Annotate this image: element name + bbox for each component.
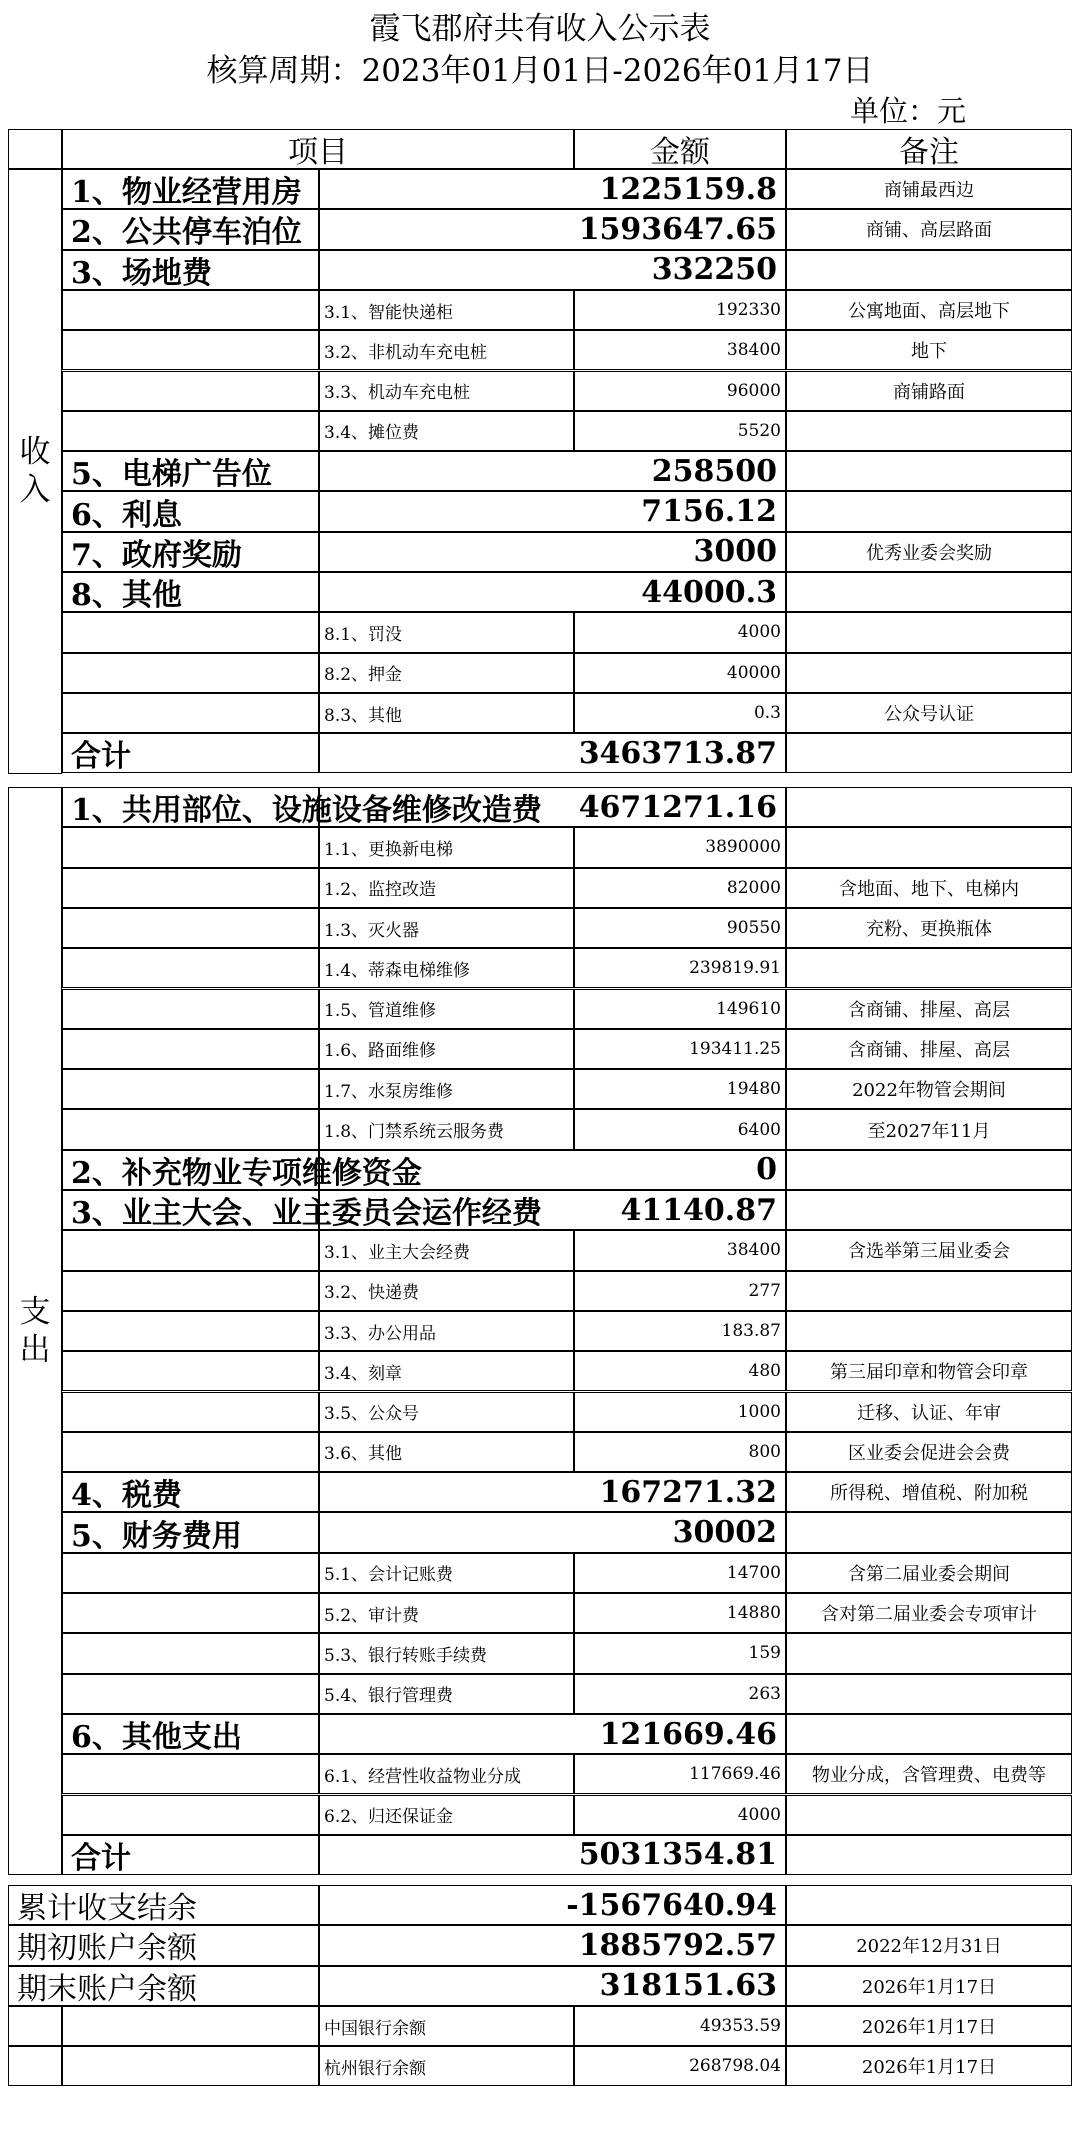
income-row-10-label: 8、其他 (62, 572, 319, 612)
income-row-12-label: 8.2、押金 (319, 653, 574, 693)
expense-row-2-blank (62, 868, 319, 908)
expense-row-6-amount: 193411.25 (574, 1029, 786, 1069)
income-row-5-note: 商铺路面 (786, 371, 1072, 411)
expense-row-11-blank (62, 1230, 319, 1270)
expense-row-24-label: 6.1、经营性收益物业分成 (319, 1754, 574, 1794)
expense-row-25-label: 6.2、归还保证金 (319, 1795, 574, 1835)
expense-row-8-label: 1.8、门禁系统云服务费 (319, 1109, 574, 1149)
expense-row-8-note: 至2027年11月 (786, 1109, 1072, 1149)
summary-row-1-label: 期初账户余额 (8, 1925, 319, 1965)
income-row-14-amount: 3463713.87 (319, 733, 786, 773)
expense-row-6-note: 含商铺、排屋、高层 (786, 1029, 1072, 1069)
income-row-7-amount: 258500 (319, 451, 786, 491)
expense-row-23-amount: 121669.46 (319, 1714, 786, 1754)
expense-row-16-label: 3.6、其他 (319, 1432, 574, 1472)
expense-row-11-amount: 38400 (574, 1230, 786, 1270)
expense-row-25-amount: 4000 (574, 1795, 786, 1835)
expense-row-5-amount: 149610 (574, 989, 786, 1029)
income-row-8-note (786, 491, 1072, 531)
income-row-11-note (786, 612, 1072, 652)
income-row-3-blank (62, 290, 319, 330)
expense-row-23-note (786, 1714, 1072, 1754)
expense-row-16-note: 区业委会促进会会费 (786, 1432, 1072, 1472)
expense-row-22-amount: 263 (574, 1674, 786, 1714)
expense-row-3-amount: 90550 (574, 908, 786, 948)
income-row-2-label: 3、场地费 (62, 250, 319, 290)
income-row-6-amount: 5520 (574, 411, 786, 451)
expense-row-13-blank (62, 1311, 319, 1351)
expense-row-21-label: 5.3、银行转账手续费 (319, 1633, 574, 1673)
summary-row-3-label: 中国银行余额 (319, 2006, 574, 2046)
income-row-1-note: 商铺、高层路面 (786, 209, 1072, 249)
income-row-3-label: 3.1、智能快递柜 (319, 290, 574, 330)
expense-row-3-note: 充粉、更换瓶体 (786, 908, 1072, 948)
expense-row-5-label: 1.5、管道维修 (319, 989, 574, 1029)
expense-row-22-label: 5.4、银行管理费 (319, 1674, 574, 1714)
expense-row-15-amount: 1000 (574, 1392, 786, 1432)
expense-row-18-amount: 30002 (319, 1512, 786, 1552)
income-row-4-label: 3.2、非机动车充电桩 (319, 330, 574, 370)
income-row-0-note: 商铺最西边 (786, 169, 1072, 209)
expense-row-10-note (786, 1190, 1072, 1230)
expense-row-1-note (786, 827, 1072, 867)
expense-row-5-note: 含商铺、排屋、高层 (786, 989, 1072, 1029)
income-row-5-blank (62, 371, 319, 411)
expense-row-21-amount: 159 (574, 1633, 786, 1673)
expense-row-15-label: 3.5、公众号 (319, 1392, 574, 1432)
income-row-9-amount: 3000 (319, 532, 786, 572)
expense-row-10-amount: 41140.87 (319, 1190, 786, 1230)
summary-row-1-amount: 1885792.57 (319, 1925, 786, 1965)
expense-row-22-blank (62, 1674, 319, 1714)
expense-row-14-label: 3.4、刻章 (319, 1351, 574, 1391)
expense-row-7-amount: 19480 (574, 1069, 786, 1109)
income-row-8-label: 6、利息 (62, 491, 319, 531)
expense-row-8-blank (62, 1109, 319, 1149)
income-row-9-note: 优秀业委会奖励 (786, 532, 1072, 572)
expense-row-8-amount: 6400 (574, 1109, 786, 1149)
income-side-label: 收入 (8, 169, 62, 774)
expense-row-3-blank (62, 908, 319, 948)
income-row-0-amount: 1225159.8 (319, 169, 786, 209)
header-item: 项目 (62, 129, 574, 169)
income-row-13-amount: 0.3 (574, 693, 786, 733)
summary-row-3-note: 2026年1月17日 (786, 2006, 1072, 2046)
expense-row-26-note (786, 1835, 1072, 1875)
expense-row-9-note (786, 1150, 1072, 1190)
expense-row-7-note: 2022年物管会期间 (786, 1069, 1072, 1109)
expense-row-5-blank (62, 989, 319, 1029)
header-corner (8, 129, 62, 169)
summary-row-2-note: 2026年1月17日 (786, 1966, 1072, 2006)
expense-row-4-amount: 239819.91 (574, 948, 786, 988)
income-row-14-note (786, 733, 1072, 773)
income-row-6-note (786, 411, 1072, 451)
income-row-10-amount: 44000.3 (319, 572, 786, 612)
expense-row-26-label: 合计 (62, 1835, 319, 1875)
expense-row-20-label: 5.2、审计费 (319, 1593, 574, 1633)
income-row-14-label: 合计 (62, 733, 319, 773)
expense-row-6-label: 1.6、路面维修 (319, 1029, 574, 1069)
expense-row-19-blank (62, 1553, 319, 1593)
expense-row-11-label: 3.1、业主大会经费 (319, 1230, 574, 1270)
expense-row-9-label: 2、补充物业专项维修资金 (62, 1150, 319, 1190)
expense-row-13-label: 3.3、办公用品 (319, 1311, 574, 1351)
expense-row-19-amount: 14700 (574, 1553, 786, 1593)
summary-row-3-amount: 49353.59 (574, 2006, 786, 2046)
expense-row-12-label: 3.2、快递费 (319, 1271, 574, 1311)
expense-row-17-label: 4、税费 (62, 1472, 319, 1512)
expense-row-19-note: 含第二届业委会期间 (786, 1553, 1072, 1593)
income-row-4-blank (62, 330, 319, 370)
expense-row-19-label: 5.1、会计记账费 (319, 1553, 574, 1593)
expense-row-20-blank (62, 1593, 319, 1633)
expense-row-12-blank (62, 1271, 319, 1311)
expense-row-14-note: 第三届印章和物管会印章 (786, 1351, 1072, 1391)
expense-row-13-amount: 183.87 (574, 1311, 786, 1351)
income-row-12-blank (62, 653, 319, 693)
expense-row-1-label: 1.1、更换新电梯 (319, 827, 574, 867)
summary-row-4-margin (8, 2046, 62, 2086)
expense-row-0-note (786, 787, 1072, 827)
expense-row-12-amount: 277 (574, 1271, 786, 1311)
expense-row-24-note: 物业分成，含管理费、电费等 (786, 1754, 1072, 1794)
expense-row-4-blank (62, 948, 319, 988)
expense-row-18-note (786, 1512, 1072, 1552)
summary-row-2-label: 期末账户余额 (8, 1966, 319, 2006)
summary-row-0-amount: -1567640.94 (319, 1885, 786, 1925)
expense-row-3-label: 1.3、灭火器 (319, 908, 574, 948)
expense-row-20-amount: 14880 (574, 1593, 786, 1633)
expense-row-20-note: 含对第二届业委会专项审计 (786, 1593, 1072, 1633)
income-row-6-blank (62, 411, 319, 451)
summary-row-4-note: 2026年1月17日 (786, 2046, 1072, 2086)
expense-row-0-label: 1、共用部位、设施设备维修改造费 (62, 787, 319, 827)
expense-row-15-blank (62, 1392, 319, 1432)
income-row-4-note: 地下 (786, 330, 1072, 370)
expense-row-17-note: 所得税、增值税、附加税 (786, 1472, 1072, 1512)
income-row-8-amount: 7156.12 (319, 491, 786, 531)
income-row-4-amount: 38400 (574, 330, 786, 370)
income-row-1-amount: 1593647.65 (319, 209, 786, 249)
expense-row-2-label: 1.2、监控改造 (319, 868, 574, 908)
expense-row-7-blank (62, 1069, 319, 1109)
summary-row-2-amount: 318151.63 (319, 1966, 786, 2006)
summary-row-0-label: 累计收支结余 (8, 1885, 319, 1925)
sheet-title: 霞飞郡府共有收入公示表 (369, 10, 711, 45)
summary-row-3-margin (8, 2006, 62, 2046)
expense-row-4-note (786, 948, 1072, 988)
summary-row-3-blank (62, 2006, 319, 2046)
income-row-2-note (786, 250, 1072, 290)
expense-row-21-note (786, 1633, 1072, 1673)
expense-side-label: 支出 (8, 787, 62, 1875)
income-row-5-label: 3.3、机动车充电桩 (319, 371, 574, 411)
income-row-12-note (786, 653, 1072, 693)
income-row-13-blank (62, 693, 319, 733)
expense-row-2-amount: 82000 (574, 868, 786, 908)
income-row-3-amount: 192330 (574, 290, 786, 330)
expense-row-24-blank (62, 1754, 319, 1794)
sheet-period: 核算周期：2023年01月01日-2026年01月17日 (206, 52, 874, 87)
expense-row-14-amount: 480 (574, 1351, 786, 1391)
expense-row-4-label: 1.4、蒂森电梯维修 (319, 948, 574, 988)
income-row-11-label: 8.1、罚没 (319, 612, 574, 652)
expense-row-1-amount: 3890000 (574, 827, 786, 867)
income-row-3-note: 公寓地面、高层地下 (786, 290, 1072, 330)
expense-row-18-label: 5、财务费用 (62, 1512, 319, 1552)
income-row-11-amount: 4000 (574, 612, 786, 652)
income-row-10-note (786, 572, 1072, 612)
summary-row-1-note: 2022年12月31日 (786, 1925, 1072, 1965)
income-row-12-amount: 40000 (574, 653, 786, 693)
summary-row-4-amount: 268798.04 (574, 2046, 786, 2086)
expense-row-21-blank (62, 1633, 319, 1673)
income-row-7-label: 5、电梯广告位 (62, 451, 319, 491)
income-row-7-note (786, 451, 1072, 491)
expense-row-13-note (786, 1311, 1072, 1351)
summary-row-0-note (786, 1885, 1072, 1925)
income-row-9-label: 7、政府奖励 (62, 532, 319, 572)
expense-row-15-note: 迁移、认证、年审 (786, 1392, 1072, 1432)
expense-row-9-amount: 0 (319, 1150, 786, 1190)
expense-row-12-note (786, 1271, 1072, 1311)
expense-row-23-label: 6、其他支出 (62, 1714, 319, 1754)
header-amount: 金额 (574, 129, 786, 169)
income-row-6-label: 3.4、摊位费 (319, 411, 574, 451)
expense-row-26-amount: 5031354.81 (319, 1835, 786, 1875)
income-row-2-amount: 332250 (319, 250, 786, 290)
header-note: 备注 (786, 129, 1072, 169)
summary-row-4-label: 杭州银行余额 (319, 2046, 574, 2086)
expense-row-22-note (786, 1674, 1072, 1714)
unit-label: 单位：元 (850, 93, 967, 128)
income-row-1-label: 2、公共停车泊位 (62, 209, 319, 249)
income-row-11-blank (62, 612, 319, 652)
income-row-5-amount: 96000 (574, 371, 786, 411)
expense-row-16-amount: 800 (574, 1432, 786, 1472)
summary-row-4-blank (62, 2046, 319, 2086)
expense-row-16-blank (62, 1432, 319, 1472)
income-row-13-label: 8.3、其他 (319, 693, 574, 733)
expense-row-1-blank (62, 827, 319, 867)
expense-row-7-label: 1.7、水泵房维修 (319, 1069, 574, 1109)
expense-row-14-blank (62, 1351, 319, 1391)
expense-row-25-note (786, 1795, 1072, 1835)
income-row-13-note: 公众号认证 (786, 693, 1072, 733)
expense-row-10-label: 3、业主大会、业主委员会运作经费 (62, 1190, 319, 1230)
expense-row-6-blank (62, 1029, 319, 1069)
expense-row-25-blank (62, 1795, 319, 1835)
expense-row-17-amount: 167271.32 (319, 1472, 786, 1512)
expense-row-11-note: 含选举第三届业委会 (786, 1230, 1072, 1270)
income-row-0-label: 1、物业经营用房 (62, 169, 319, 209)
expense-row-0-amount: 4671271.16 (319, 787, 786, 827)
expense-row-24-amount: 117669.46 (574, 1754, 786, 1794)
expense-row-2-note: 含地面、地下、电梯内 (786, 868, 1072, 908)
